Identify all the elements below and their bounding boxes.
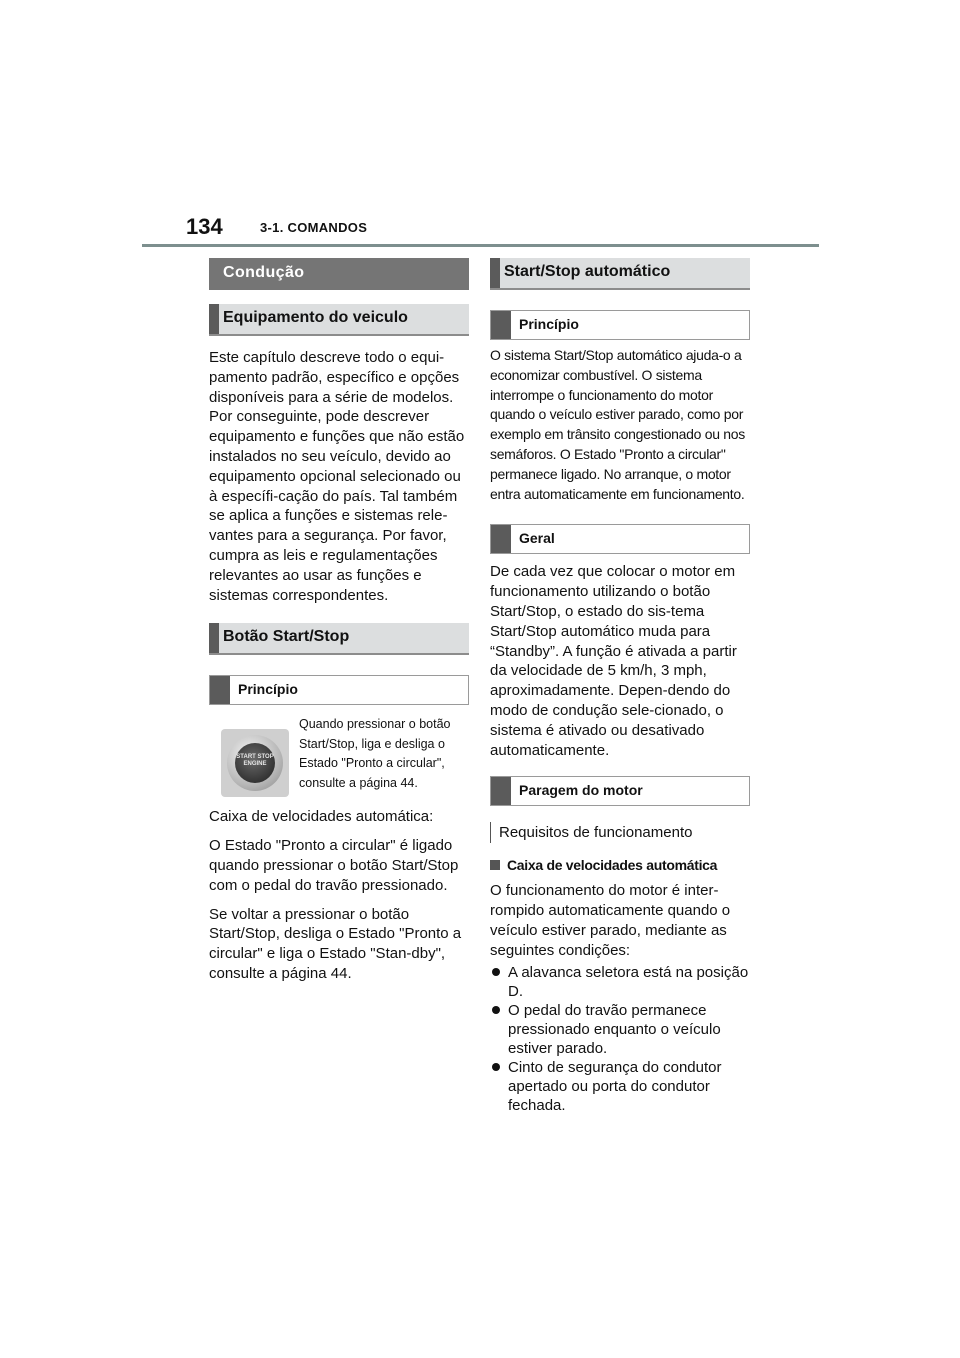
list-item: Cinto de segurança do condutor apertado ou porta do condutor fechada. — [490, 1058, 750, 1115]
equipment-heading — [209, 304, 469, 336]
principle-paragraph: O sistema Start/Stop automático ajuda-o a economizar combustível. O sistema interrompe o funcionamento do motor quando o veículo estiver parado, como por exemplo em trânsito congestionado ou nos semáforos. O Estado "Pronto a circular" permanece ligado. No arranque, o motor entra automaticamente em funcionamento. — [490, 347, 745, 502]
heading-marker — [209, 304, 219, 334]
principle-heading — [490, 310, 750, 340]
equipment-heading-label: Equipamento do veiculo — [223, 309, 408, 326]
auto-start-stop-heading-label: Start/Stop automático — [504, 263, 671, 280]
heading-marker — [209, 623, 219, 653]
chapter-heading: Condução — [209, 258, 469, 290]
principle-heading-label: Princípio — [519, 316, 579, 332]
button-face: START STOP ENGINE — [235, 743, 275, 783]
left-column — [209, 258, 469, 984]
list-item: A alavanca seletora está na posição D. — [490, 963, 750, 1001]
start-stop-paragraph-1: O Estado "Pronto a circular" é ligado quando pressionar o botão Start/Stop com o pedal do travão pressionado. — [209, 837, 459, 894]
list-item: O pedal do travão permanece pressionado enquanto o veículo estiver parado. — [490, 1001, 750, 1058]
start-stop-button-image — [221, 729, 289, 797]
auto-start-stop-heading — [490, 258, 750, 290]
general-heading-label: Geral — [519, 530, 555, 547]
section-title: 3-1. COMANDOS — [260, 220, 368, 235]
start-stop-heading — [209, 623, 469, 655]
general-paragraph: De cada vez que colocar o motor em funcionamento utilizando o botão Start/Stop, o estado do sis-tema Start/Stop automático muda para “Standby”. A função é ativada a partir da velocidade de 5 km/h, 3 mph, aproximadamente. Depen-dendo do modo de condução sele-cionado, o sistema é ativado ou desativado automaticamente. — [490, 563, 737, 759]
heading-marker — [491, 777, 511, 805]
start-stop-heading-label: Botão Start/Stop — [223, 628, 350, 646]
engine-stop-paragraph: O funcionamento do motor é inter-rompido automaticamente quando o veículo estiver parado, mediante as seguintes condições: — [490, 882, 731, 959]
equipment-paragraph: Este capítulo descreve todo o equi-pamento padrão, específico e opções disponíveis para a série de modelos. Por conseguinte, pode descrever equipamento e funções que não estão instalados no seu veículo, devido ao equipamento opcional selecionado ou à específi-cação do país. Tal também se aplica a funções e sistemas rele-vantes para a segurança. Por favor, cumpra as leis e regulamentações relevantes ao usar as funções e sistemas correspondentes. — [209, 349, 465, 604]
principle-heading-label: Princípio — [238, 681, 298, 698]
right-column — [490, 258, 750, 1115]
heading-marker — [491, 311, 511, 339]
auto-gearbox-label: Caixa de velocidades automática: — [209, 808, 434, 826]
start-stop-figure — [209, 715, 469, 797]
general-heading — [490, 524, 750, 554]
gearbox-heading — [490, 857, 750, 873]
start-stop-paragraph-2: Se voltar a pressionar o botão Start/Stop, desliga o Estado "Pronto a circular" e liga o Estado "Stan-dby", consulte a página 44. — [209, 905, 462, 982]
requirements-subheading: Requisitos de funcionamento — [490, 822, 750, 843]
engine-stop-heading-label: Paragem do motor — [519, 782, 643, 799]
principle-heading — [209, 675, 469, 705]
heading-marker — [490, 258, 500, 288]
heading-marker — [210, 676, 230, 704]
heading-marker — [491, 525, 511, 553]
square-bullet-icon — [490, 860, 500, 870]
header-divider — [142, 244, 819, 247]
conditions-list — [490, 963, 750, 1115]
page-number: 134 — [186, 214, 223, 239]
gearbox-heading-label: Caixa de velocidades automática — [507, 857, 718, 874]
figure-caption: Quando pressionar o botão Start/Stop, liga e desliga o Estado "Pronto a circular", consulte a página 44. — [299, 717, 451, 790]
engine-stop-heading — [490, 776, 750, 806]
